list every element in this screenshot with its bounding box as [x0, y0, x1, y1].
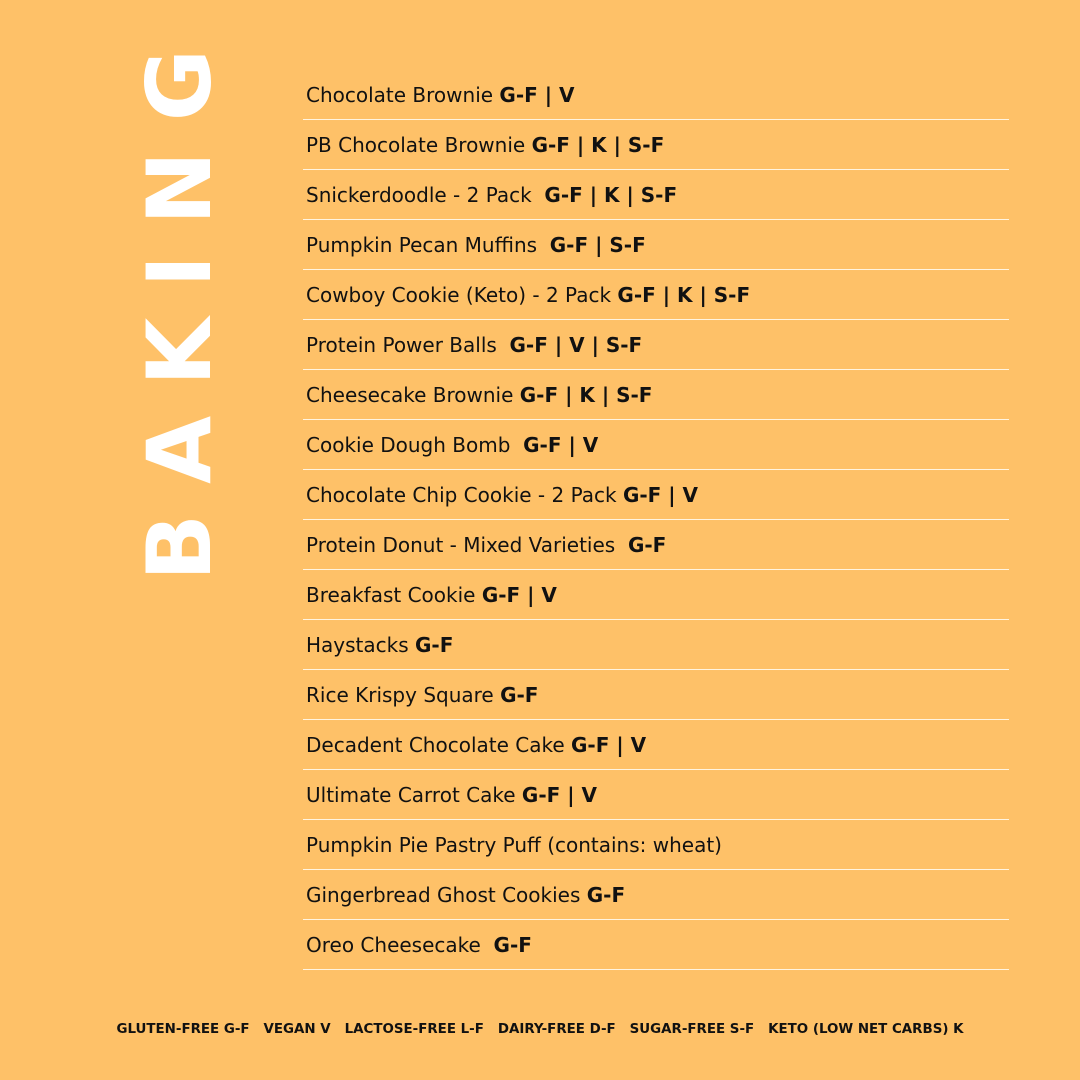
- menu-item: [303, 70, 1009, 120]
- item-name: Rice Krispy Square: [306, 682, 501, 707]
- item-name: Cheesecake Brownie: [306, 382, 520, 407]
- item-tags: G-F: [415, 632, 454, 657]
- menu-item: [303, 570, 1009, 620]
- item-name: PB Chocolate Brownie: [306, 132, 532, 157]
- item-name: Breakfast Cookie: [306, 582, 482, 607]
- menu-list: [303, 70, 1009, 970]
- dietary-legend: GLUTEN-FREE G-F VEGAN V LACTOSE-FREE L-F DAIRY-FREE D-F SUGAR-FREE S-F KETO (LOW NET CARBS) K: [116, 1022, 964, 1037]
- item-tags: G-F | S-F: [549, 232, 646, 257]
- item-name: Chocolate Chip Cookie - 2 Pack: [306, 482, 623, 507]
- item-name: Oreo Cheesecake: [306, 932, 494, 957]
- item-name: Ultimate Carrot Cake: [306, 782, 522, 807]
- menu-item: [303, 420, 1009, 470]
- menu-item: [303, 620, 1009, 670]
- menu-item: [303, 170, 1009, 220]
- item-tags: G-F | V: [523, 432, 599, 457]
- item-tags: G-F | K | S-F: [519, 382, 653, 407]
- item-tags: G-F | V | S-F: [509, 332, 643, 357]
- item-name: Haystacks: [306, 632, 416, 657]
- item-name: Protein Power Balls: [306, 332, 510, 357]
- item-tags: G-F: [493, 932, 532, 957]
- menu-item: [303, 120, 1009, 170]
- item-name: Decadent Chocolate Cake: [306, 732, 572, 757]
- menu-item: [303, 920, 1009, 970]
- item-tags: G-F: [500, 682, 539, 707]
- item-name: Gingerbread Ghost Cookies: [306, 882, 587, 907]
- item-tags: G-F: [586, 882, 626, 907]
- item-name: Cookie Dough Bomb: [306, 432, 524, 457]
- menu-item: [303, 520, 1009, 570]
- menu-item: [303, 220, 1009, 270]
- item-name: Pumpkin Pecan Muffins: [306, 232, 550, 257]
- menu-item: [303, 270, 1009, 320]
- page-title: BAKING: [128, 19, 231, 581]
- item-tags: G-F | V: [571, 732, 647, 757]
- menu-item: [303, 820, 1009, 870]
- menu-item: [303, 720, 1009, 770]
- item-name: Chocolate Brownie: [306, 82, 500, 107]
- item-name: Snickerdoodle - 2 Pack: [306, 182, 545, 207]
- item-tags: G-F | K | S-F: [617, 282, 751, 307]
- item-tags: G-F | K | S-F: [544, 182, 678, 207]
- item-tags: G-F | K | S-F: [531, 132, 665, 157]
- menu-item: [303, 470, 1009, 520]
- menu-item: [303, 870, 1009, 920]
- item-name: Protein Donut - Mixed Varieties: [306, 532, 628, 557]
- item-tags: G-F | V: [499, 82, 575, 107]
- menu-item: [303, 370, 1009, 420]
- item-tags: G-F | V: [622, 482, 699, 507]
- menu-item: [303, 320, 1009, 370]
- item-tags: G-F | V: [481, 582, 557, 607]
- menu-item: [303, 770, 1009, 820]
- menu-item: [303, 670, 1009, 720]
- item-tags: G-F: [627, 532, 667, 557]
- item-tags: G-F | V: [521, 782, 597, 807]
- item-name: Pumpkin Pie Pastry Puff (contains: wheat): [306, 832, 722, 857]
- item-name: Cowboy Cookie (Keto) - 2 Pack: [306, 282, 618, 307]
